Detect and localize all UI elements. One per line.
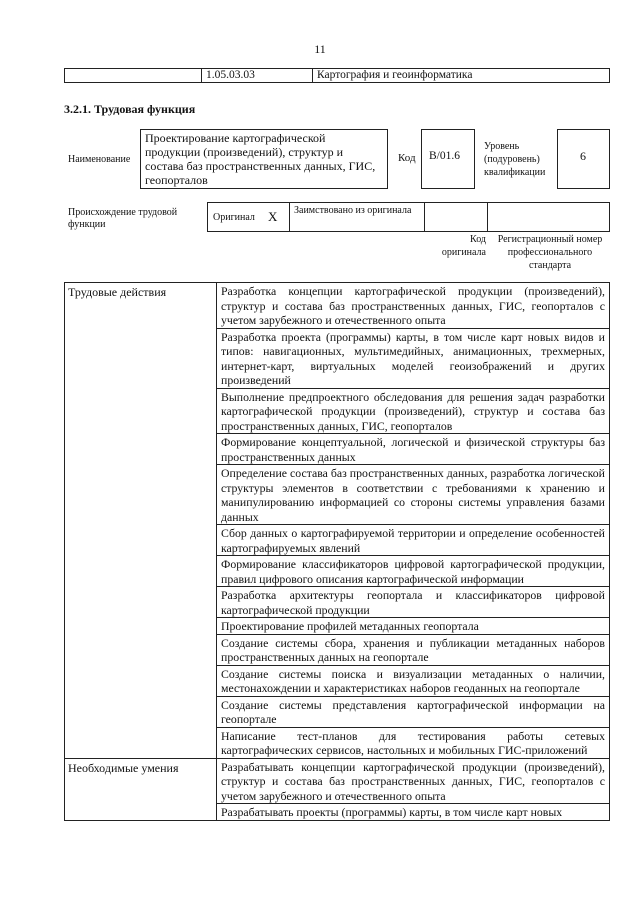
row-text: Создание системы представления картографической информации на геопортале <box>217 696 610 727</box>
table-row <box>65 283 610 329</box>
borrowed-label: Заимствовано из оригинала <box>294 205 412 216</box>
qualification-level-label: Уровень (подуровень) квалификации <box>484 141 546 178</box>
page-number: 11 <box>314 42 326 56</box>
original-cell <box>207 202 290 232</box>
original-code-caption: Код оригинала <box>441 234 486 258</box>
header-row-empty-cell <box>64 68 202 83</box>
row-text: Создание системы поиска и визуализации метаданных о наличии, местонахождении и характеристиках наборов геоданных на геопортале <box>217 665 610 696</box>
registration-number-caption: Регистрационный номер профессионального стандарта <box>497 234 603 271</box>
original-code-cell <box>424 202 488 232</box>
section-heading: 3.2.1. Трудовая функция <box>64 102 196 116</box>
row-text: Определение состава баз пространственных данных, разработка логической структуры элементов в соответствии с требованиями к хранению и манипулированию информацией со стороны системы управления базами данных <box>217 465 610 525</box>
qualification-level-value: 6 <box>557 129 610 189</box>
row-text: Написание тест-планов для тестирования работы сетевых картографических сервисов, настольных и мобильных ГИС-приложений <box>217 727 610 758</box>
function-name-label: Наименование <box>68 154 131 165</box>
function-name-value-box <box>140 129 388 189</box>
original-mark: X <box>268 209 278 224</box>
row-text: Сбор данных о картографируемой территории и определение особенностей картографируемых явлений <box>217 525 610 556</box>
function-name-value: Проектирование картографической продукции (произведений), структур и состава баз пространственных данных, ГИС, геопорталов <box>145 131 376 187</box>
registration-number-cell <box>487 202 610 232</box>
row-text: Разрабатывать концепции картографической продукции (произведений), структур и состава баз пространственных данных, ГИС, геопорталов с учетом зарубежного и отечественного опыта <box>217 758 610 804</box>
row-text: Разработка архитектуры геопортала и классификаторов цифровой картографической продукции <box>217 587 610 618</box>
row-text: Создание системы сбора, хранения и публикации метаданных наборов пространственных данных на геопортале <box>217 634 610 665</box>
row-group-label: Трудовые действия <box>65 283 217 759</box>
row-text: Формирование концептуальной, логической и физической структуры баз пространственных данных <box>217 434 610 465</box>
table-row <box>65 758 610 804</box>
row-group-label: Необходимые умения <box>65 758 217 820</box>
row-text: Разработка концепции картографической продукции (произведений), структур и состава баз пространственных данных, ГИС, геопорталов с учетом зарубежного и отечественного опыта <box>217 283 610 329</box>
labor-function-table <box>64 282 610 821</box>
borrowed-cell <box>289 202 425 232</box>
function-code-value: B/01.6 <box>421 129 475 189</box>
row-text: Разработка проекта (программы) карты, в том числе карт новых видов и типов: навигационных, мультимедийных, анимационных, трехмерных, интернет-карт, виртуальных моделей геоизображений и других произведений <box>217 328 610 388</box>
original-label: Оригинал <box>213 212 255 223</box>
header-row-code: 1.05.03.03 <box>201 68 313 83</box>
origin-label: Происхождение трудовой функции <box>68 207 178 230</box>
row-text: Разрабатывать проекты (программы) карты, в том числе карт новых <box>217 804 610 821</box>
header-row-title: Картография и геоинформатика <box>312 68 610 83</box>
row-text: Формирование классификаторов цифровой картографической продукции, правил цифрового описания картографической информации <box>217 556 610 587</box>
row-text: Выполнение предпроектного обследования для решения задач разработки картографической продукции (произведений), структур и состава баз пространственных данных, ГИС, геопорталов <box>217 388 610 434</box>
row-text: Проектирование профилей метаданных геопортала <box>217 618 610 635</box>
function-code-label: Код <box>398 152 416 164</box>
